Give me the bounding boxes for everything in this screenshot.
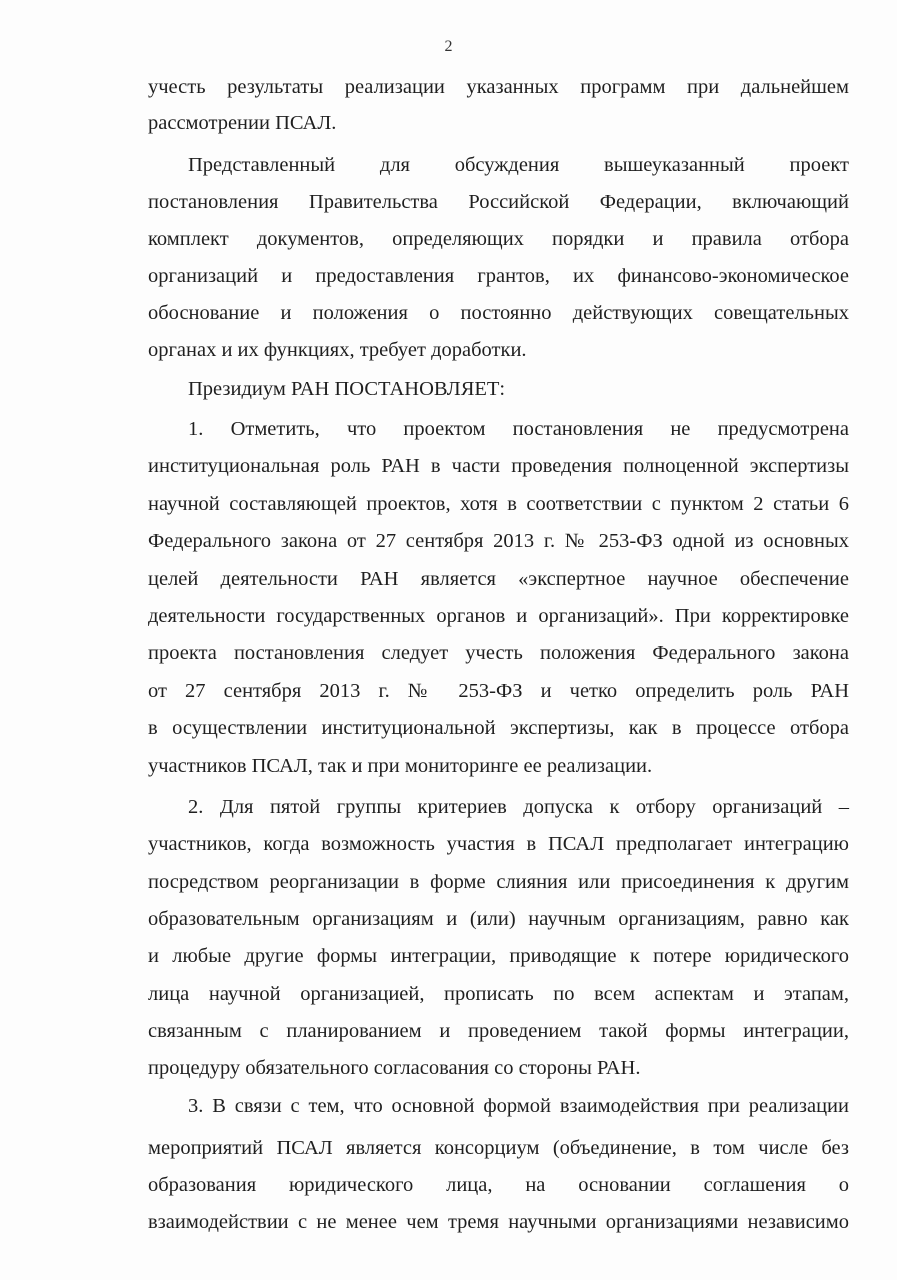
- text-line: взаимодействии с не менее чем тремя научными организациями независимо: [148, 1211, 849, 1233]
- text-line: 1. Отметить, что проектом постановления не предусмотрена: [188, 418, 849, 440]
- text-line: мероприятий ПСАЛ является консорциум (объединение, в том числе без: [148, 1137, 849, 1159]
- text-line: институциональная роль РАН в части проведения полноценной экспертизы: [148, 455, 849, 477]
- text-line: научной составляющей проектов, хотя в соответствии с пунктом 2 статьи 6: [148, 493, 849, 515]
- text-line: и любые другие формы интеграции, приводящие к потере юридического: [148, 945, 849, 967]
- text-line: процедуру обязательного согласования со стороны РАН.: [148, 1057, 641, 1079]
- text-line: участников ПСАЛ, так и при мониторинге ее реализации.: [148, 755, 653, 777]
- text-line: 2. Для пятой группы критериев допуска к отбору организаций –: [188, 796, 849, 818]
- text-line: посредством реорганизации в форме слияния или присоединения к другим: [148, 871, 849, 893]
- text-line: органах и их функциях, требует доработки.: [148, 339, 527, 361]
- text-line: образования юридического лица, на основании соглашения о: [148, 1174, 849, 1196]
- text-line: рассмотрении ПСАЛ.: [148, 112, 337, 134]
- text-line: от 27 сентября 2013 г. № 253-ФЗ и четко определить роль РАН: [148, 680, 849, 702]
- text-line: комплект документов, определяющих порядки и правила отбора: [148, 228, 849, 250]
- text-line: в осуществлении институциональной экспертизы, как в процессе отбора: [148, 717, 849, 739]
- text-line: деятельности государственных органов и организаций». При корректировке: [148, 605, 849, 627]
- text-line: постановления Правительства Российской Федерации, включающий: [148, 191, 849, 213]
- text-line: Президиум РАН ПОСТАНОВЛЯЕТ:: [188, 378, 506, 400]
- text-line: Представленный для обсуждения вышеуказанный проект: [188, 154, 849, 176]
- text-line: организаций и предоставления грантов, их финансово-экономическое: [148, 265, 849, 287]
- text-line: учесть результаты реализации указанных программ при дальнейшем: [148, 76, 849, 98]
- text-line: 3. В связи с тем, что основной формой взаимодействия при реализации: [188, 1095, 849, 1117]
- text-line: целей деятельности РАН является «экспертное научное обеспечение: [148, 568, 849, 590]
- text-line: лица научной организацией, прописать по всем аспектам и этапам,: [148, 983, 849, 1005]
- text-line: образовательным организациям и (или) научным организациям, равно как: [148, 908, 849, 930]
- page-number: 2: [444, 38, 453, 55]
- text-line: участников, когда возможность участия в ПСАЛ предполагает интеграцию: [148, 833, 849, 855]
- text-line: проекта постановления следует учесть положения Федерального закона: [148, 642, 849, 664]
- text-line: обоснование и положения о постоянно действующих совещательных: [148, 302, 849, 324]
- text-line: связанным с планированием и проведением такой формы интеграции,: [148, 1020, 849, 1042]
- text-line: Федерального закона от 27 сентября 2013 г. № 253-ФЗ одной из основных: [148, 530, 849, 552]
